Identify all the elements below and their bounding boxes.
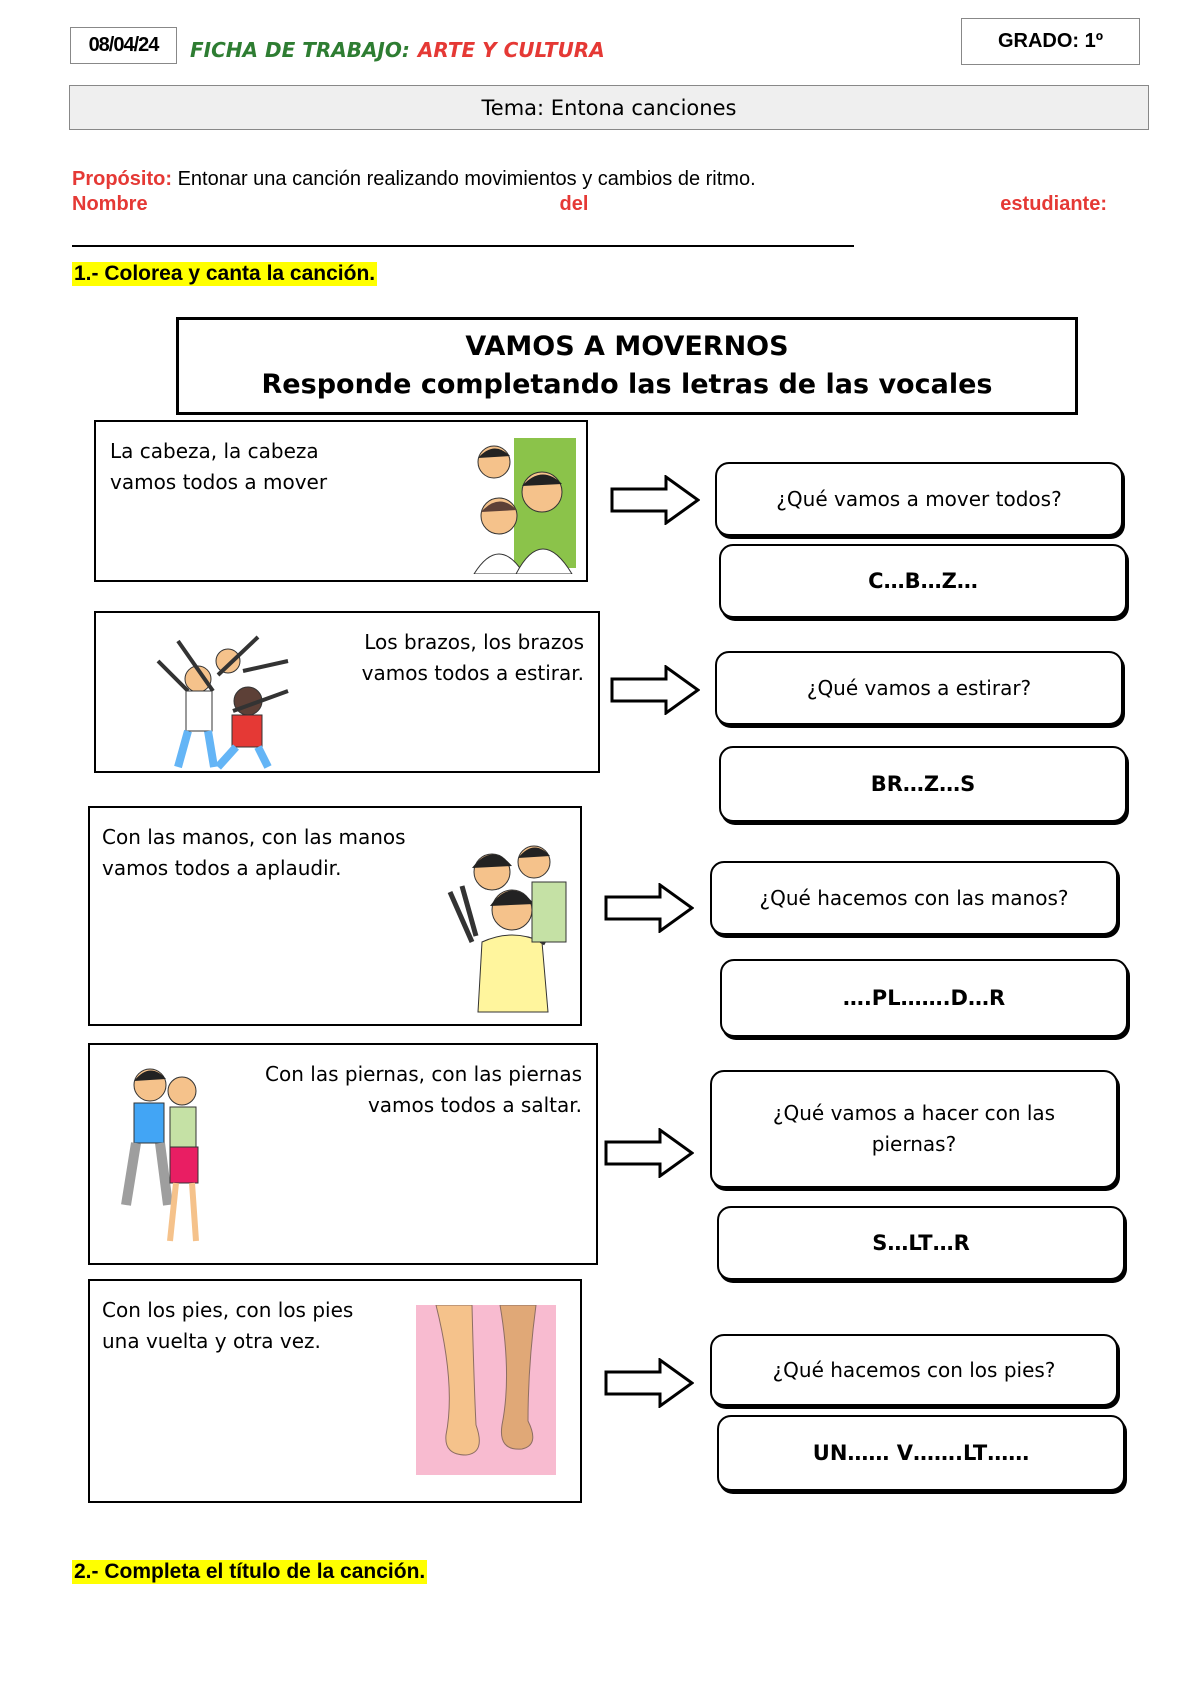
- verse-line: Con los pies, con los pies: [102, 1298, 354, 1322]
- verse-line: vamos todos a estirar.: [361, 661, 584, 685]
- name-word-1: Nombre: [72, 193, 148, 215]
- student-name-label: [72, 193, 1107, 216]
- purpose-label: Propósito:: [72, 168, 172, 190]
- answer-box-2[interactable]: BR…Z…S: [719, 746, 1127, 822]
- verse-line: La cabeza, la cabeza: [110, 439, 319, 463]
- song-title: VAMOS A MOVERNOS: [465, 331, 789, 362]
- name-word-3: estudiante:: [1000, 193, 1107, 215]
- answer-box-4[interactable]: S…LT…R: [717, 1206, 1125, 1280]
- question-2-heading: 2.- Completa el título de la canción.: [74, 1560, 426, 1583]
- question-1-heading: 1.- Colorea y canta la canción.: [74, 262, 376, 285]
- question-box-4: ¿Qué vamos a hacer con las piernas?: [710, 1070, 1118, 1188]
- subject-area: ARTE Y CULTURA: [417, 38, 605, 62]
- verse-line: vamos todos a mover: [110, 470, 328, 494]
- question-box-3: ¿Qué hacemos con las manos?: [710, 861, 1118, 935]
- children-stretching-illustration: [148, 631, 298, 771]
- name-word-2: del: [559, 193, 589, 215]
- verse-line: Con las piernas, con las piernas: [265, 1062, 582, 1086]
- question-box-5: ¿Qué hacemos con los pies?: [710, 1334, 1118, 1406]
- answer-box-5[interactable]: UN…… V…….LT……: [717, 1415, 1125, 1491]
- verse-line: Con las manos, con las manos: [102, 825, 406, 849]
- children-faces-illustration: [454, 434, 578, 574]
- question-box-1: ¿Qué vamos a mover todos?: [715, 462, 1123, 536]
- song-instruction: Responde completando las letras de las vocales: [261, 369, 993, 400]
- worksheet-label: FICHA DE TRABAJO:: [190, 38, 410, 62]
- date-box: 08/04/24: [70, 27, 177, 64]
- purpose-line: [72, 168, 756, 191]
- arrow-right-icon: [604, 883, 694, 933]
- answer-box-1[interactable]: C…B…Z…: [719, 544, 1127, 618]
- arrow-right-icon: [604, 1358, 694, 1408]
- verse-card-1: [94, 420, 588, 582]
- verse-line: vamos todos a saltar.: [367, 1093, 582, 1117]
- answer-box-3[interactable]: ….PL…….D…R: [720, 959, 1128, 1037]
- name-writing-line[interactable]: [72, 245, 854, 247]
- verse-line: una vuelta y otra vez.: [102, 1329, 321, 1353]
- arrow-right-icon: [610, 475, 700, 525]
- arrow-right-icon: [604, 1128, 694, 1178]
- verse-line: vamos todos a aplaudir.: [102, 856, 342, 880]
- song-title-box: [176, 317, 1078, 415]
- verse-card-5: [88, 1279, 582, 1503]
- verse-card-3: [88, 806, 582, 1026]
- question-box-2: ¿Qué vamos a estirar?: [715, 651, 1123, 725]
- arrow-right-icon: [610, 665, 700, 715]
- children-jumping-illustration: [112, 1055, 222, 1255]
- purpose-text: Entonar una canción realizando movimientos y cambios de ritmo.: [177, 168, 756, 190]
- topic-banner: Tema: Entona canciones: [69, 85, 1149, 130]
- verse-card-2: [94, 611, 600, 773]
- worksheet-title: [190, 38, 605, 62]
- verse-line: Los brazos, los brazos: [364, 630, 584, 654]
- children-clapping-illustration: [442, 832, 572, 1022]
- grade-box: GRADO: 1º: [961, 18, 1140, 65]
- feet-illustration: [416, 1305, 556, 1475]
- verse-card-4: [88, 1043, 598, 1265]
